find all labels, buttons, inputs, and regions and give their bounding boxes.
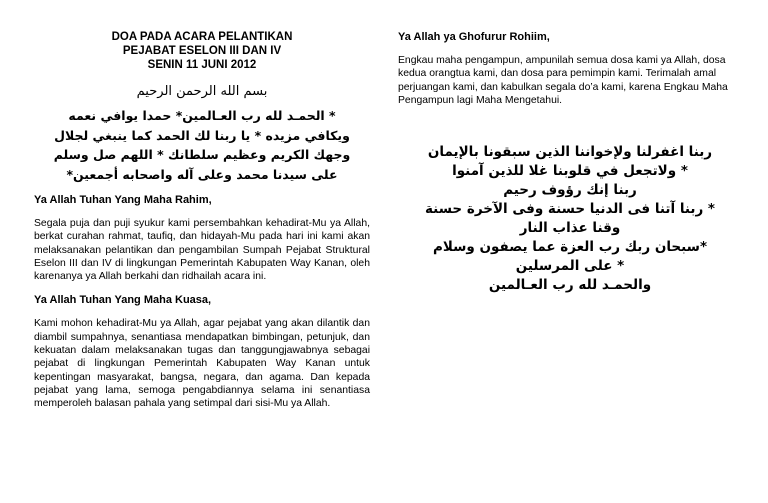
- paragraph-forgiveness: Engkau maha pengampun, ampunilah semua dosa kami ya Allah, dosa kedua orangtua kami, dan dosa para pemimpin kami. Terimalah amal perjuangan kami, dan kabulkan segala do’a kami, karena Engkau Maha Pengampun lagi Maha Mengetahui.: [398, 55, 728, 106]
- arabic-opening-prayer: [34, 106, 370, 184]
- paragraph-request: Kami mohon kehadirat-Mu ya Allah, agar pejabat yang akan dilantik dan diambil sumpahnya, senantiasa mendapatkan bimbingan, petunjuk, dan kekuatan dalam melaksanakan tugas dan tanggungjawabnya sebagai pejabat di lingkungan Pemerintah Kabupaten Way Kanan untuk kepentingan masyarakat, bangsa, negara, dan agama. Dan kepada pejabat yang lama, semoga pengabdiannya selama ini senantiasa memperoleh balasan pahala yang setimpal dari sisi-Mu ya Allah.: [34, 318, 370, 410]
- arabic-line: وجهك الكريم وعظيم سلطانك * اللهم صل وسلم: [53, 147, 351, 162]
- arabic-line: * على المرسلين: [515, 258, 625, 275]
- arabic-line: وقنا عذاب النار: [519, 220, 621, 237]
- document-title: [34, 30, 370, 72]
- arabic-line: على سيدنا محمد وعلى آله واصحابه أجمعين*: [66, 166, 338, 182]
- left-column: [34, 30, 370, 411]
- arabic-line: *سبحان ربك رب العزة عما يصفون وسلام: [432, 239, 708, 256]
- arabic-line: ربنا اغفرلنا ولإخواننا الذين سبقونا بالإيمان: [427, 144, 713, 161]
- title-line: PEJABAT ESELON III DAN IV: [122, 45, 282, 57]
- section-heading-kuasa: Ya Allah Tuhan Yang Maha Kuasa,: [34, 294, 212, 307]
- title-line: SENIN 11 JUNI 2012: [147, 59, 257, 71]
- arabic-line: * الحمـد لله رب العـالمين* حمدا يوافي نعمه: [68, 108, 336, 123]
- arabic-line: والحمـد لله رب العـالمين: [488, 277, 652, 294]
- basmala: بسم الله الرحمن الرحيم: [136, 84, 268, 99]
- paragraph-gratitude: Segala puja dan puji syukur kami persembahkan kehadirat-Mu ya Allah, berkat curahan rahmat, taufiq, dan hidayah-Mu pada hari ini kami akan melaksanakan pelantikan dan pengambilan Sumpah Pejabat Struktural Eselon III dan IV di lingkungan Pemerintah Kabupaten Way Kanan, oleh karenanya ya Allah berkahi dan ridhailah acara ini.: [34, 218, 370, 283]
- arabic-line: * ربنا آتنا فى الدنيا حسنة وفى الآخرة حسنة: [425, 201, 715, 218]
- arabic-line: ويكافي مزيده * يا ربنا لك الحمد كما ينبغي لجلال: [54, 127, 350, 143]
- arabic-closing-prayer: [398, 143, 742, 295]
- title-line: DOA PADA ACARA PELANTIKAN: [111, 31, 293, 43]
- right-column: [398, 30, 742, 295]
- section-heading-rahim: Ya Allah Tuhan Yang Maha Rahim,: [34, 194, 212, 206]
- arabic-line: * ولاتجعل في قلوبنا غلا للذين آمنوا: [452, 163, 688, 180]
- arabic-line: ربنا إنك رؤوف رحيم: [503, 182, 637, 199]
- section-heading-ghofurur: Ya Allah ya Ghofurur Rohiim,: [398, 31, 550, 43]
